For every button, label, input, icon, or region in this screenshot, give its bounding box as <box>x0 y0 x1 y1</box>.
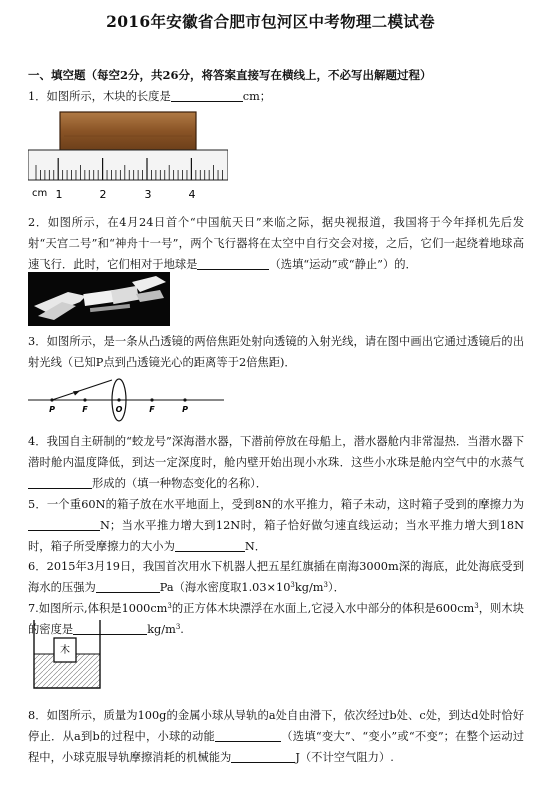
ruler-tick-label: 4 <box>188 188 196 201</box>
q8-text: 8．如图所示，质量为100g的金属小球从导轨的a处自由滑下，依次经过b处、c处，到达d处时恰好停止．从a到b的过程中，小球的动能 <box>28 709 524 743</box>
q7-text-end: . <box>180 623 184 636</box>
question-5 <box>28 494 524 557</box>
q5-text-end: N． <box>244 540 267 553</box>
q4-text-end: 形成的（填一种物态变化的名称）． <box>92 477 268 490</box>
q2-text: 2．如图所示，在4月24日首个“中国航天日”来临之际，据央视报道，我国将于今年择机先后发射“天宫二号”和“神舟十一号”，两个飞行器将在太空中自行交会对接，之后，它们一起绕着地球高速飞行．此时，它们相对于地球是 <box>28 216 524 271</box>
q8-text-mid: （选填“变大”、“变小”或“不变”；在整个运动过程中，小球克服导轨摩擦消耗的机械能为 <box>28 730 525 764</box>
spacecraft-photo <box>28 272 170 326</box>
question-1 <box>28 86 524 107</box>
container-figure <box>28 616 108 694</box>
q7-text-mid: 的正方体木块漂浮在水面上,它浸入水中部分的体积是600cm <box>171 602 475 615</box>
section-heading: 一、填空题（每空2分，共26分，将答案直接写在横线上，不必写出解题过程） <box>28 68 432 82</box>
ruler-tick-label: 3 <box>144 188 152 201</box>
q5-text-mid: N；当水平推力增大到12N时，箱子恰好做匀速直线运动；当水平推力增大到18N时，箱子所受摩擦力的大小为 <box>28 519 524 553</box>
point-label: P <box>49 405 55 414</box>
q8-answer-blank-2[interactable] <box>231 749 295 763</box>
q2-text-end: （选填“运动”或“静止”）的． <box>269 258 417 271</box>
ruler-unit-label: cm <box>32 188 48 199</box>
q1-text: 1．如图所示，木块的长度是 <box>28 90 171 103</box>
point-label: F <box>149 405 155 414</box>
q2-answer-blank[interactable] <box>197 256 269 270</box>
q4-answer-blank[interactable] <box>28 475 92 489</box>
exponent: 3 <box>167 602 172 610</box>
q5-answer-blank-1[interactable] <box>28 517 100 531</box>
incident-ray <box>52 380 112 400</box>
q8-text-end: J（不计空气阻力）. <box>295 751 394 764</box>
ray-arrow-icon <box>73 391 80 396</box>
q6-answer-blank[interactable] <box>96 579 160 593</box>
ruler-tick-label: 1 <box>55 188 63 201</box>
q1-unit: cm； <box>242 90 272 103</box>
q5-text: 5．一个重60N的箱子放在水平地面上，受到8N的水平推力，箱子未动，这时箱子受到的摩擦力为 <box>28 498 524 511</box>
q7-text-mid2: ，则木块的密度是 <box>28 602 524 636</box>
q7-unit: kg/m <box>147 623 176 636</box>
q4-text: 4．我国自主研制的“蛟龙号”深海潜水器，下潜前停放在母船上，潜水器舱内非常湿热．当潜水器下潜时舱内温度降低，到达一定深度时，舱内壁开始出现小水珠．这些小水珠是舱内空气中的水蒸气 <box>28 435 524 469</box>
question-8 <box>28 705 524 768</box>
point-label: F <box>82 405 88 414</box>
ruler-tick-label: 2 <box>99 188 107 201</box>
exponent: 3 <box>175 623 181 631</box>
q6-density-unit: kg/m <box>294 581 324 594</box>
q8-answer-blank-1[interactable] <box>215 728 281 742</box>
exponent: 3 <box>323 581 328 589</box>
q6-text: 6．2015年3月19日，我国首次用水下机器人把五星红旗插在南海3000m深的海底，此处海底受到海水的压强为 <box>28 560 524 594</box>
q6-text-unit: Pa（海水密度取1.03×10 <box>159 581 291 594</box>
question-3: 3．如图所示，是一条从凸透镜的两倍焦距处射向透镜的入射光线，请在图中画出它通过透镜后的出射光线（已知P点到凸透镜光心的距离等于2倍焦距)． <box>28 335 524 369</box>
q1-answer-blank[interactable] <box>171 88 243 102</box>
q7-text: 7.如图所示,体积是1000cm <box>28 602 168 615</box>
question-6 <box>28 556 524 598</box>
q5-answer-blank-2[interactable] <box>175 538 245 552</box>
q6-text-end: ）． <box>327 581 345 594</box>
wood-block <box>60 112 196 150</box>
exponent: 3 <box>474 602 479 610</box>
point-label: P <box>182 405 188 414</box>
cube-label: 木 <box>60 645 70 656</box>
exponent: 3 <box>290 581 295 589</box>
point-label: O <box>115 405 123 414</box>
ruler-figure <box>28 108 228 204</box>
question-2 <box>28 212 524 275</box>
question-4 <box>28 431 524 494</box>
page-title: 2016年安徽省合肥市包河区中考物理二模试卷 <box>106 12 435 31</box>
lens-diagram <box>28 374 224 422</box>
